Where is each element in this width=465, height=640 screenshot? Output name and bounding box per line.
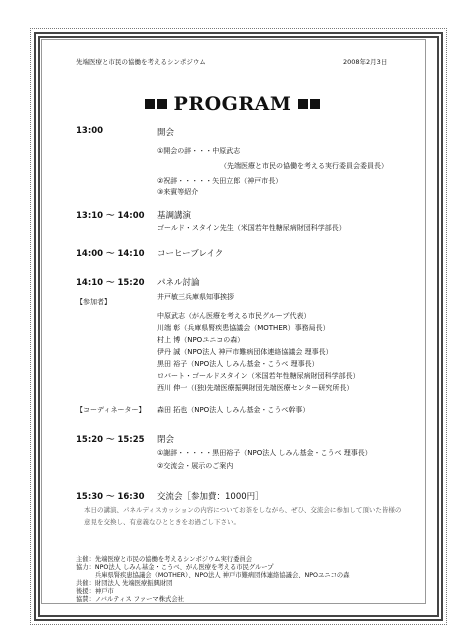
time-closing: 15:20 ～ 15:25 (76, 435, 145, 445)
closing-item: ①謝辞・・・・・黒田裕子（NPO法人 しみん基金・こうべ 理事長） (157, 449, 372, 457)
opening-item: ③来賓等紹介 (157, 188, 199, 196)
participant: ロバート・ゴールドスタイン（米国若年性糖尿病財団科学部長） (157, 372, 360, 380)
square-bullet-icon (145, 99, 155, 109)
square-bullet-icon (298, 99, 308, 109)
coordinator-label: 【コーディネーター】 (76, 406, 146, 414)
exchange-description: 本日の講演、パネルディスカッションの内容についてお茶をしながら、ぜひ、交流会に参加して頂いた皆様の (84, 506, 402, 514)
exchange-description: 意見を交換し、有意義なひとときをお過ごし下さい。 (84, 518, 240, 526)
footer-line: 協力：NPO法人 しみん基金・こうべ、がん医療を考える市民グループ (76, 564, 274, 571)
square-bullet-icon (157, 99, 167, 109)
footer-line: 主催：先端医療と市民の協働を考えるシンポジウム実行委員会 (76, 556, 253, 563)
keynote-speaker: ゴールド・スタイン先生（米国若年性糖尿病財団科学部長） (157, 224, 346, 232)
square-bullet-icon (310, 99, 320, 109)
symposium-name: 先端医療と市民の協働を考えるシンポジウム (76, 58, 206, 66)
opening-item: ②祝辞・・・・・矢田立郎（神戸市長） (157, 177, 283, 185)
document-date: 2008年2月3日 (343, 58, 388, 66)
time-coffee-break: 14:00 ～ 14:10 (76, 249, 145, 259)
heading-exchange: 交流会［参加費：1000円］ (157, 492, 264, 502)
closing-item: ②交流会・展示のご案内 (157, 462, 234, 470)
participant: 川端 彰（兵庫県腎疾患協議会（MOTHER）事務局長） (157, 324, 330, 332)
participant: 伊丹 誠（NPO法人 神戸市難病団体連絡協議会 理事長） (157, 348, 333, 356)
time-keynote: 13:10 ～ 14:00 (76, 211, 145, 221)
heading-keynote: 基調講演 (157, 211, 192, 221)
participant: 村上 博（NPOユニコの森） (157, 336, 245, 344)
participant: 中原武志（がん医療を考える市民グループ代表） (157, 312, 311, 320)
participant: 黒田 裕子（NPO法人 しみん基金・こうべ 理事長） (157, 360, 319, 368)
footer-line: 兵庫県腎疾患協議会（MOTHER）、NPO法人 神戸市難病団体連絡協議会、NPOユニコの森 (76, 572, 350, 579)
participants-label: 【参加者】 (76, 298, 111, 306)
heading-closing: 閉会 (157, 435, 175, 445)
program-title-block (0, 93, 465, 115)
time-opening: 13:00 (76, 126, 104, 136)
footer-line: 共催：財団法人 先端医療振興財団 (76, 580, 173, 587)
time-exchange: 15:30 ～ 16:30 (76, 492, 145, 502)
heading-coffee-break: コーヒーブレイク (157, 249, 224, 259)
panel-greeting: 井戸敏三兵庫県知事挨拶 (157, 293, 234, 301)
participant: 西川 伸一（(独)先端医療振興財団先端医療センター研究所長） (157, 384, 354, 392)
program-title: PROGRAM (173, 93, 292, 115)
heading-panel: パネル討論 (157, 278, 200, 288)
footer-line: 後援：神戸市 (76, 588, 114, 595)
heading-opening: 開会 (157, 128, 175, 138)
footer-line: 協賛：ノバルティス ファーマ株式会社 (76, 596, 184, 603)
opening-item: ①開会の辞・・・中原武志 (157, 147, 241, 155)
coordinator: 森田 拓也（NPO法人 しみん基金・こうべ幹事） (157, 406, 310, 414)
time-panel: 14:10 ～ 15:20 (76, 278, 145, 288)
opening-item: （先端医療と市民の協働を考える実行委員会委員長） (220, 162, 388, 170)
